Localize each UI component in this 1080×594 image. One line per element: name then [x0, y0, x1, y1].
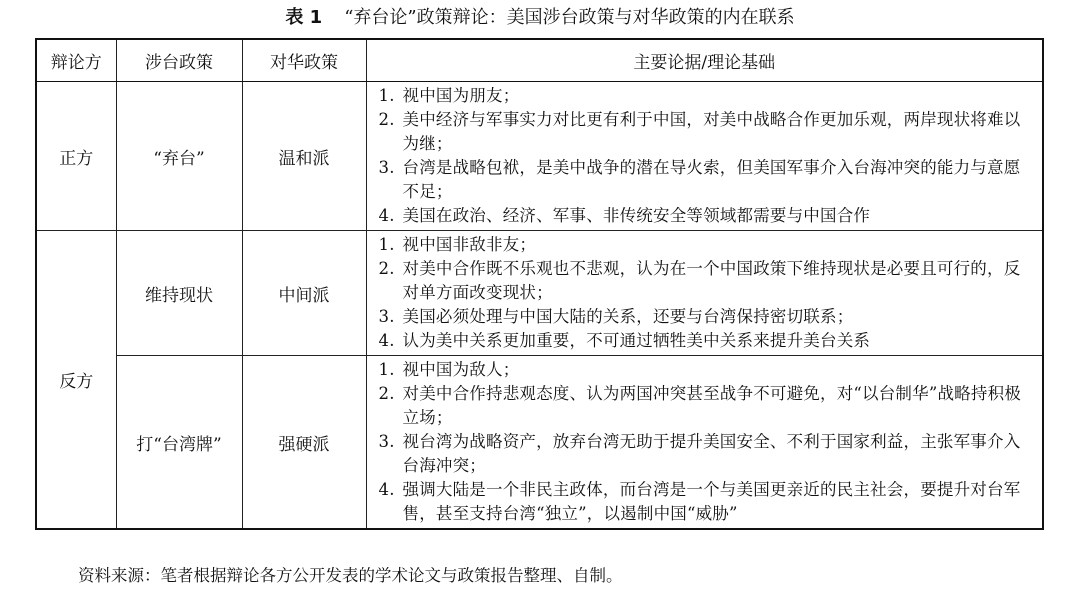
header-taiwan-policy: 涉台政策 — [116, 39, 242, 82]
header-side: 辩论方 — [36, 39, 116, 82]
table-row — [36, 356, 1043, 530]
table-title: “弃台论”政策辩论：美国涉台政策与对华政策的内在联系 — [344, 7, 795, 28]
china-policy-cell: 温和派 — [242, 82, 366, 231]
table-row — [36, 82, 1043, 231]
arguments-cell — [366, 231, 1043, 356]
side-cell: 反方 — [36, 231, 116, 530]
header-china-policy: 对华政策 — [242, 39, 366, 82]
list-item: 4. 强调大陆是一个非民主政体，而台湾是一个与美国更亲近的民主社会，要提升对台军售，甚至支持台湾“独立”，以遏制中国“威胁” — [378, 480, 1021, 523]
list-item: 1. 视中国非敌非友； — [378, 235, 537, 254]
taiwan-policy-cell: 打“台湾牌” — [116, 356, 242, 530]
china-policy-cell: 中间派 — [242, 231, 366, 356]
list-item: 2. 对美中合作既不乐观也不悲观，认为在一个中国政策下维持现状是必要且可行的，反对单方面改变现状； — [378, 259, 1021, 302]
table-header-row — [36, 39, 1043, 82]
taiwan-policy-cell: 维持现状 — [116, 231, 242, 356]
arguments-list — [379, 84, 1033, 228]
taiwan-policy-cell: “弃台” — [116, 82, 242, 231]
arguments-cell — [366, 356, 1043, 530]
list-item: 3. 美国必须处理与中国大陆的关系，还要与台湾保持密切联系； — [378, 307, 854, 326]
arguments-cell — [366, 82, 1043, 231]
table-number: 表 1 — [285, 7, 323, 28]
table-row — [36, 231, 1043, 356]
arguments-list — [379, 358, 1033, 526]
list-item: 1. 视中国为朋友； — [378, 86, 520, 105]
list-item: 3. 视台湾为战略资产，放弃台湾无助于提升美国安全、不利于国家利益，主张军事介入台海冲突； — [378, 432, 1021, 475]
side-cell: 正方 — [36, 82, 116, 231]
policy-debate-table — [35, 38, 1044, 530]
list-item: 4. 认为美中关系更加重要，不可通过牺牲美中关系来提升美台关系 — [378, 331, 871, 350]
header-arguments: 主要论据/理论基础 — [366, 39, 1043, 82]
list-item: 4. 美国在政治、经济、军事、非传统安全等领域都需要与中国合作 — [378, 206, 871, 225]
list-item: 2. 对美中合作持悲观态度、认为两国冲突甚至战争不可避免，对“以台制华”战略持积极立场； — [378, 384, 1021, 427]
arguments-list — [379, 233, 1033, 353]
list-item: 3. 台湾是战略包袱，是美中战争的潜在导火索，但美国军事介入台海冲突的能力与意愿不足； — [378, 158, 1021, 201]
list-item: 1. 视中国为敌人； — [378, 360, 520, 379]
list-item: 2. 美中经济与军事实力对比更有利于中国，对美中战略合作更加乐观，两岸现状将难以为继； — [378, 110, 1021, 153]
source-note: 资料来源：笔者根据辩论各方公开发表的学术论文与政策报告整理、自制。 — [78, 566, 623, 585]
china-policy-cell: 强硬派 — [242, 356, 366, 530]
table-caption — [0, 6, 1080, 30]
